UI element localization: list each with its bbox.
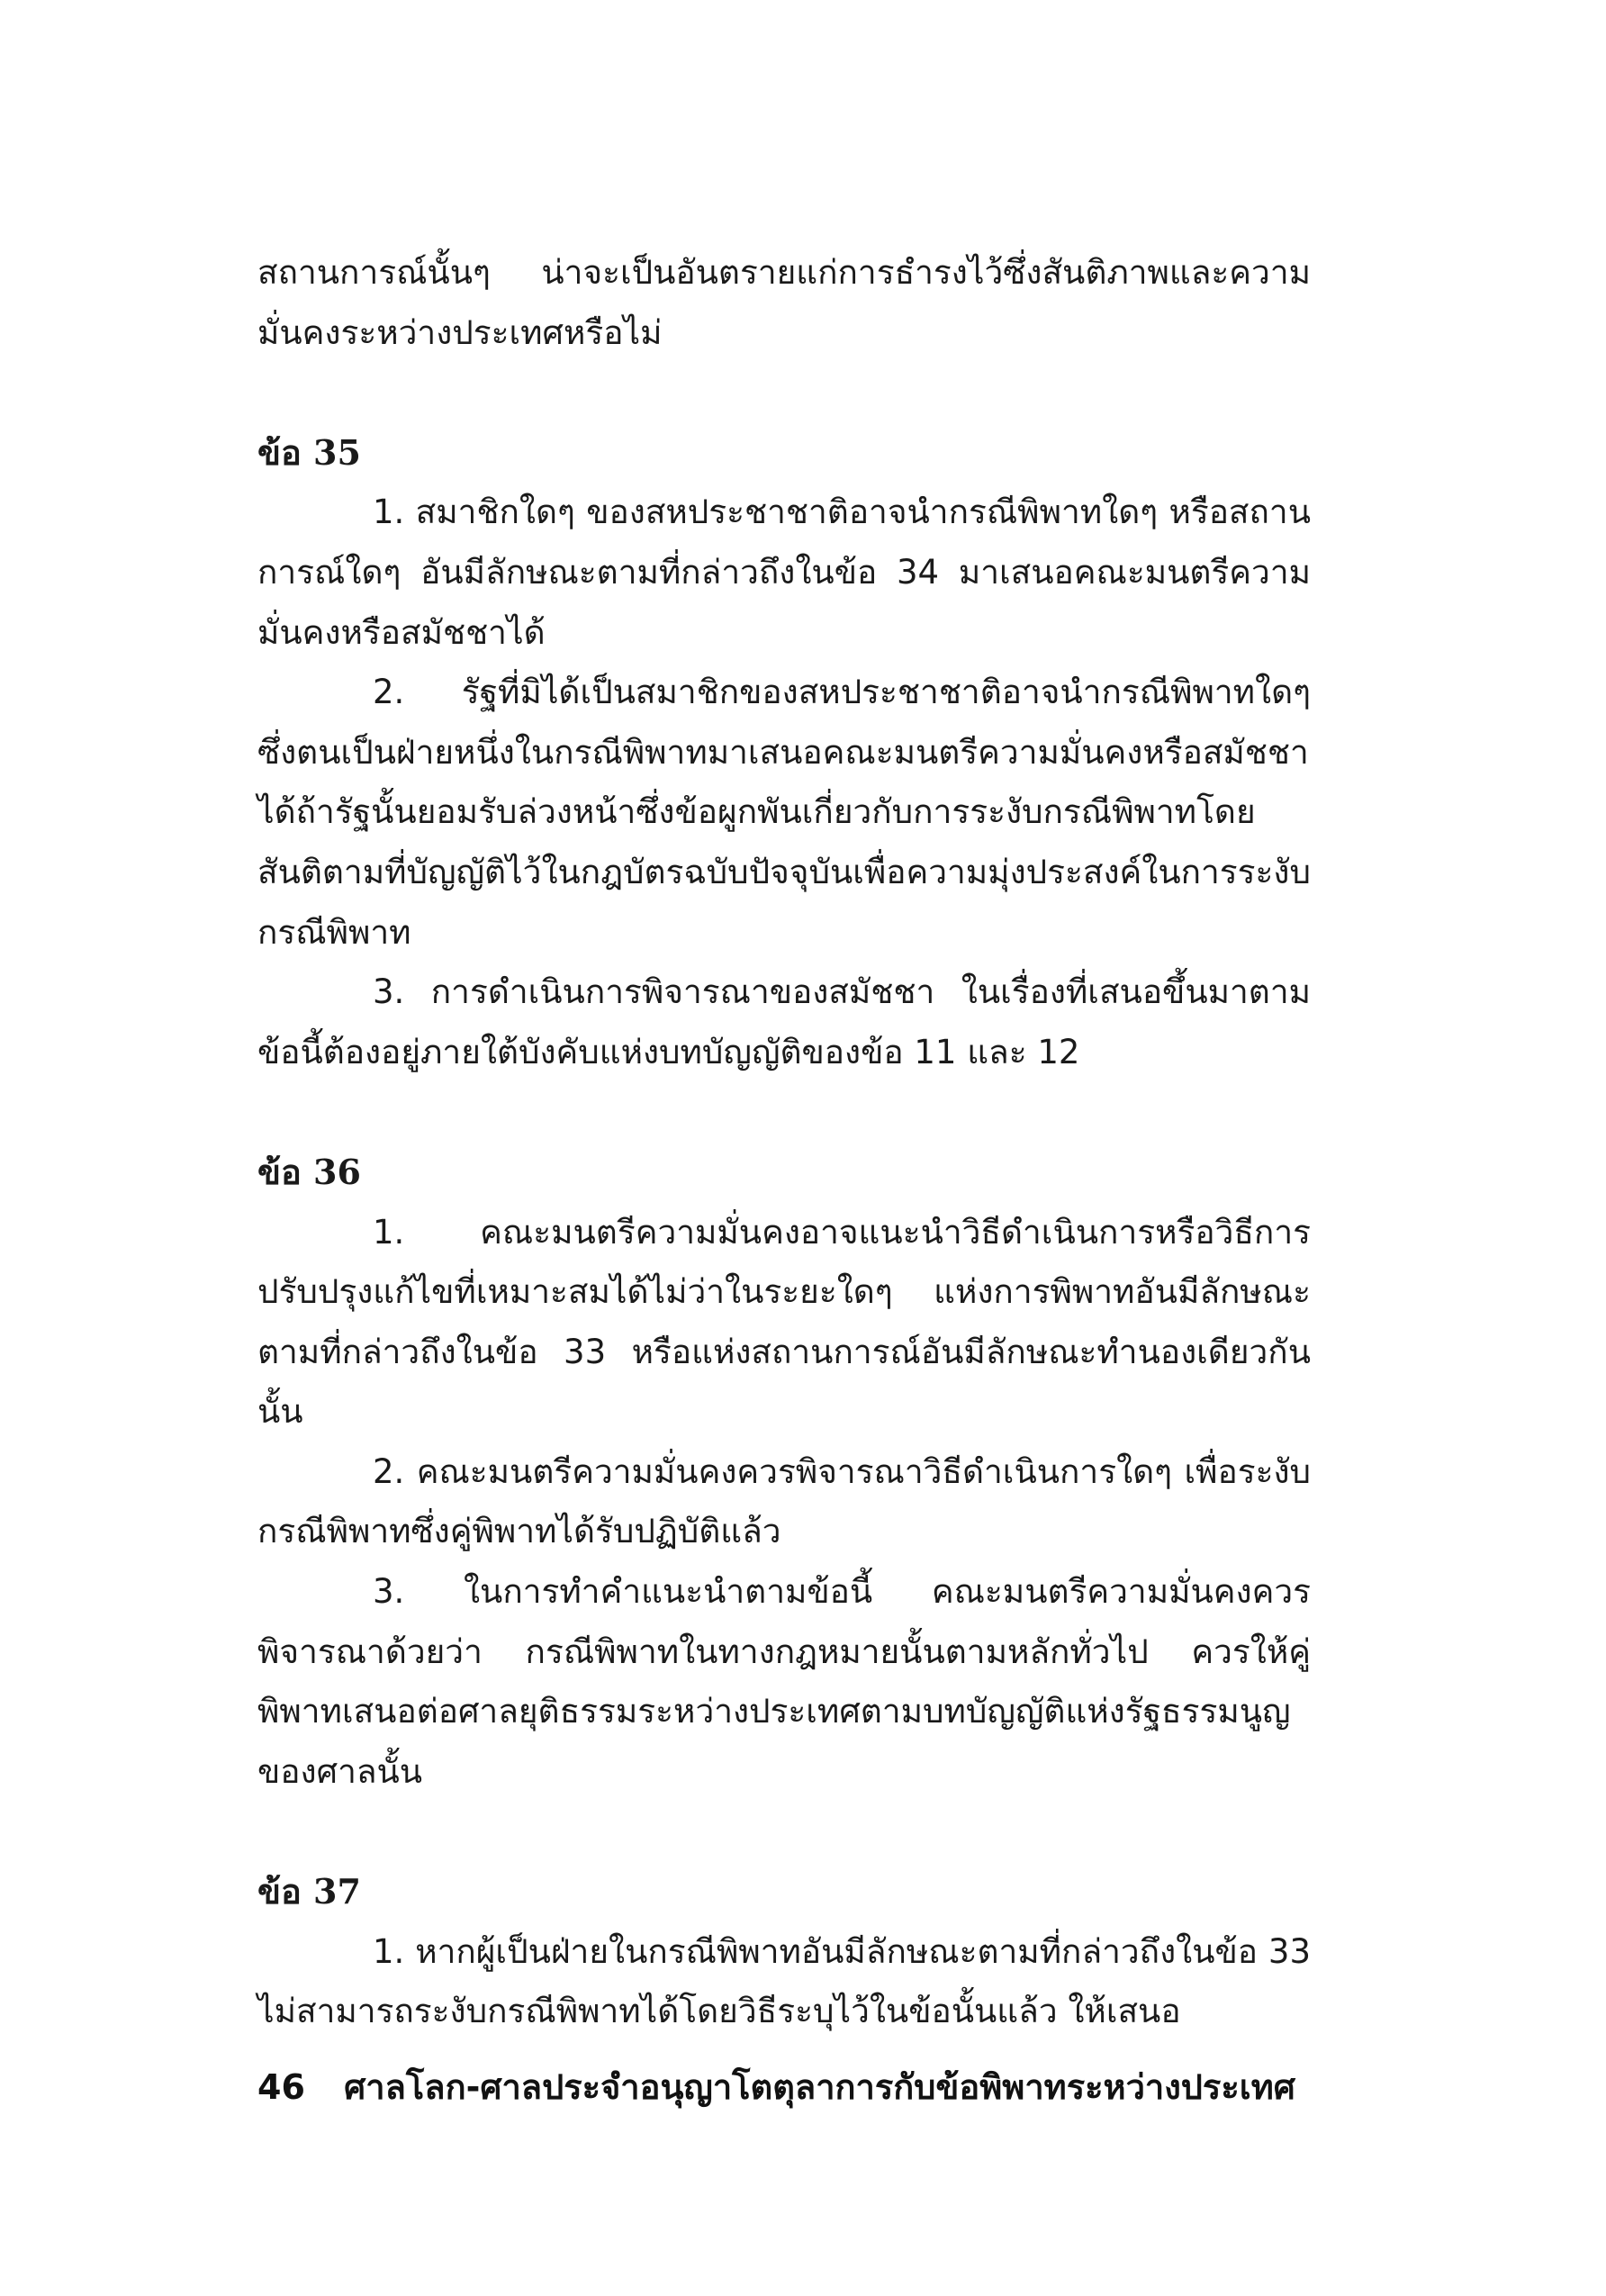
- section-heading: ข้อ 36: [257, 1151, 361, 1192]
- section-heading: ข้อ 37: [257, 1871, 361, 1912]
- book-title: ศาลโลก-ศาลประจำอนุญาโตตุลาการกับข้อพิพาทระหว่างประเทศ: [344, 2067, 1295, 2107]
- page-number: 46: [257, 2067, 305, 2107]
- section-spacer: [257, 363, 1311, 423]
- clause-paragraph: 1. สมาชิกใดๆ ของสหประชาชาติอาจนำกรณีพิพาทใดๆ หรือสถานการณ์ใดๆ อันมีลักษณะตามที่กล่าวถึงในข้อ 34 มาเสนอคณะมนตรีความมั่นคงหรือสมัชชาได้: [257, 493, 1311, 652]
- section-article-36: [257, 1143, 1311, 1803]
- section-heading: ข้อ 35: [257, 431, 361, 473]
- continuation-paragraph: สถานการณ์นั้นๆ น่าจะเป็นอันตรายแก่การธำรงไว้ซึ่งสันติภาพและความมั่นคงระหว่างประเทศหรือไม่: [257, 253, 1311, 352]
- section-article-35: [257, 423, 1311, 1083]
- clause-paragraph: 1. คณะมนตรีความมั่นคงอาจแนะนำวิธีดำเนินการหรือวิธีการปรับปรุงแก้ไขที่เหมาะสมได้ไม่ว่าในระยะใดๆ แห่งการพิพาทอันมีลักษณะตามที่กล่าวถึงในข้อ 33 หรือแห่งสถานการณ์อันมีลักษณะทำนองเดียวกันนั้น: [257, 1212, 1311, 1432]
- clause-paragraph: 3. ในการทำคำแนะนำตามข้อนี้ คณะมนตรีความมั่นคงควรพิจารณาด้วยว่า กรณีพิพาทในทางกฎหมายนั้นตามหลักทั่วไป ควรให้คู่พิพาทเสนอต่อศาลยุติธรรมระหว่างประเทศตามบทบัญญัติแห่งรัฐธรรมนูญของศาลนั้น: [257, 1572, 1311, 1791]
- clause-paragraph: 1. หากผู้เป็นฝ่ายในกรณีพิพาทอันมีลักษณะตามที่กล่าวถึงในข้อ 33 ไม่สามารถระงับกรณีพิพาทได้โดยวิธีระบุไว้ในข้อนั้นแล้ว ให้เสนอ: [257, 1931, 1311, 2031]
- page-body: [257, 243, 1311, 2042]
- section-spacer: [257, 1082, 1311, 1143]
- clause-paragraph: 2. รัฐที่มิได้เป็นสมาชิกของสหประชาชาติอาจนำกรณีพิพาทใดๆ ซึ่งตนเป็นฝ่ายหนึ่งในกรณีพิพาทมาเสนอคณะมนตรีความมั่นคงหรือสมัชชาได้ถ้ารัฐนั้นยอมรับล่วงหน้าซึ่งข้อผูกพันเกี่ยวกับการระงับกรณีพิพาทโดยสันติตามที่บัญญัติไว้ในกฎบัตรฉบับปัจจุบันเพื่อความมุ่งประสงค์ในการระงับกรณีพิพาท: [257, 673, 1311, 952]
- page-footer: [257, 2059, 1295, 2113]
- section-article-37: [257, 1862, 1311, 2042]
- clause-paragraph: 2. คณะมนตรีความมั่นคงควรพิจารณาวิธีดำเนินการใดๆ เพื่อระงับกรณีพิพาทซึ่งคู่พิพาทได้รับปฏิบัติแล้ว: [257, 1451, 1311, 1551]
- clause-paragraph: 3. การดำเนินการพิจารณาของสมัชชา ในเรื่องที่เสนอขึ้นมาตามข้อนี้ต้องอยู่ภายใต้บังคับแห่งบทบัญญัติของข้อ 11 และ 12: [257, 972, 1311, 1071]
- section-spacer: [257, 1802, 1311, 1862]
